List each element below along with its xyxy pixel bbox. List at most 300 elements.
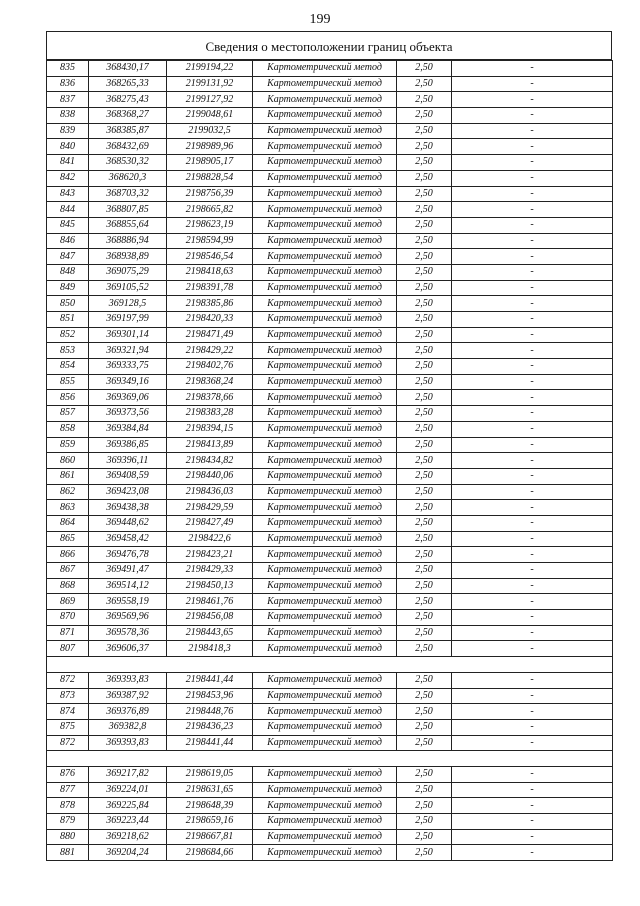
table-row <box>47 468 613 484</box>
description-cell: - <box>452 202 613 218</box>
point-number-cell: 853 <box>47 343 89 359</box>
point-number-cell: 852 <box>47 327 89 343</box>
y-coordinate-cell: 2198385,86 <box>167 296 253 312</box>
accuracy-cell: 2,50 <box>397 155 452 171</box>
description-cell: - <box>452 233 613 249</box>
method-cell: Картометрический метод <box>253 782 397 798</box>
x-coordinate-cell: 368530,32 <box>89 155 167 171</box>
method-cell: Картометрический метод <box>253 531 397 547</box>
point-number-cell: 854 <box>47 359 89 375</box>
x-coordinate-cell: 369386,85 <box>89 437 167 453</box>
x-coordinate-cell: 368886,94 <box>89 233 167 249</box>
point-number-cell: 835 <box>47 61 89 77</box>
method-cell: Картометрический метод <box>253 343 397 359</box>
method-cell: Картометрический метод <box>253 108 397 124</box>
y-coordinate-cell: 2198418,3 <box>167 641 253 657</box>
description-cell: - <box>452 641 613 657</box>
accuracy-cell: 2,50 <box>397 327 452 343</box>
description-cell: - <box>452 296 613 312</box>
point-number-cell: 840 <box>47 139 89 155</box>
y-coordinate-cell: 2198368,24 <box>167 374 253 390</box>
method-cell: Картометрический метод <box>253 829 397 845</box>
point-number-cell: 851 <box>47 312 89 328</box>
point-number-cell: 862 <box>47 484 89 500</box>
y-coordinate-cell: 2198383,28 <box>167 406 253 422</box>
y-coordinate-cell: 2198905,17 <box>167 155 253 171</box>
accuracy-cell: 2,50 <box>397 578 452 594</box>
point-number-cell: 869 <box>47 594 89 610</box>
description-cell: - <box>452 437 613 453</box>
description-cell: - <box>452 421 613 437</box>
accuracy-cell: 2,50 <box>397 594 452 610</box>
method-cell: Картометрический метод <box>253 123 397 139</box>
table-row <box>47 798 613 814</box>
y-coordinate-cell: 2199032,5 <box>167 123 253 139</box>
table-row <box>47 343 613 359</box>
point-number-cell: 879 <box>47 814 89 830</box>
method-cell: Картометрический метод <box>253 468 397 484</box>
description-cell: - <box>452 453 613 469</box>
table-row <box>47 312 613 328</box>
method-cell: Картометрический метод <box>253 437 397 453</box>
accuracy-cell: 2,50 <box>397 249 452 265</box>
table-row <box>47 186 613 202</box>
x-coordinate-cell: 369393,83 <box>89 735 167 751</box>
accuracy-cell: 2,50 <box>397 76 452 92</box>
x-coordinate-cell: 369491,47 <box>89 563 167 579</box>
table-row <box>47 437 613 453</box>
y-coordinate-cell: 2198659,16 <box>167 814 253 830</box>
method-cell: Картометрический метод <box>253 374 397 390</box>
x-coordinate-cell: 369197,99 <box>89 312 167 328</box>
method-cell: Картометрический метод <box>253 453 397 469</box>
x-coordinate-cell: 369373,56 <box>89 406 167 422</box>
accuracy-cell: 2,50 <box>397 719 452 735</box>
table-row <box>47 453 613 469</box>
y-coordinate-cell: 2199127,92 <box>167 92 253 108</box>
x-coordinate-cell: 369224,01 <box>89 782 167 798</box>
contour-separator-row <box>47 657 613 673</box>
description-cell: - <box>452 594 613 610</box>
description-cell: - <box>452 123 613 139</box>
point-number-cell: 856 <box>47 390 89 406</box>
point-number-cell: 849 <box>47 280 89 296</box>
description-cell: - <box>452 92 613 108</box>
table-row <box>47 735 613 751</box>
table-row <box>47 264 613 280</box>
method-cell: Картометрический метод <box>253 170 397 186</box>
accuracy-cell: 2,50 <box>397 280 452 296</box>
x-coordinate-cell: 369423,08 <box>89 484 167 500</box>
point-number-cell: 857 <box>47 406 89 422</box>
description-cell: - <box>452 280 613 296</box>
y-coordinate-cell: 2198619,05 <box>167 766 253 782</box>
page-number: 199 <box>309 12 331 27</box>
accuracy-cell: 2,50 <box>397 735 452 751</box>
table-row <box>47 217 613 233</box>
y-coordinate-cell: 2198667,81 <box>167 829 253 845</box>
table-row <box>47 594 613 610</box>
x-coordinate-cell: 369408,59 <box>89 468 167 484</box>
point-number-cell: 878 <box>47 798 89 814</box>
method-cell: Картометрический метод <box>253 92 397 108</box>
x-coordinate-cell: 369558,19 <box>89 594 167 610</box>
point-number-cell: 874 <box>47 704 89 720</box>
y-coordinate-cell: 2198828,54 <box>167 170 253 186</box>
accuracy-cell: 2,50 <box>397 766 452 782</box>
accuracy-cell: 2,50 <box>397 547 452 563</box>
accuracy-cell: 2,50 <box>397 814 452 830</box>
contour-separator-row <box>47 751 613 767</box>
y-coordinate-cell: 2198420,33 <box>167 312 253 328</box>
table-row <box>47 170 613 186</box>
y-coordinate-cell: 2198665,82 <box>167 202 253 218</box>
description-cell: - <box>452 484 613 500</box>
point-number-cell: 866 <box>47 547 89 563</box>
table-row <box>47 515 613 531</box>
method-cell: Картометрический метод <box>253 312 397 328</box>
y-coordinate-cell: 2198756,39 <box>167 186 253 202</box>
accuracy-cell: 2,50 <box>397 390 452 406</box>
table-row <box>47 688 613 704</box>
method-cell: Картометрический метод <box>253 766 397 782</box>
point-number-cell: 845 <box>47 217 89 233</box>
table-row <box>47 359 613 375</box>
point-number-cell: 846 <box>47 233 89 249</box>
method-cell: Картометрический метод <box>253 359 397 375</box>
x-coordinate-cell: 369204,24 <box>89 845 167 861</box>
method-cell: Картометрический метод <box>253 610 397 626</box>
table-row <box>47 672 613 688</box>
y-coordinate-cell: 2198436,03 <box>167 484 253 500</box>
description-cell: - <box>452 468 613 484</box>
accuracy-cell: 2,50 <box>397 139 452 155</box>
y-coordinate-cell: 2198434,82 <box>167 453 253 469</box>
table-row <box>47 123 613 139</box>
description-cell: - <box>452 155 613 171</box>
description-cell: - <box>452 186 613 202</box>
table-row <box>47 108 613 124</box>
method-cell: Картометрический метод <box>253 217 397 233</box>
description-cell: - <box>452 672 613 688</box>
accuracy-cell: 2,50 <box>397 264 452 280</box>
accuracy-cell: 2,50 <box>397 406 452 422</box>
table-row <box>47 578 613 594</box>
y-coordinate-cell: 2198441,44 <box>167 672 253 688</box>
x-coordinate-cell: 369218,62 <box>89 829 167 845</box>
table-row <box>47 531 613 547</box>
table-row <box>47 61 613 77</box>
table-row <box>47 92 613 108</box>
point-number-cell: 875 <box>47 719 89 735</box>
method-cell: Картометрический метод <box>253 186 397 202</box>
point-number-cell: 850 <box>47 296 89 312</box>
y-coordinate-cell: 2198422,6 <box>167 531 253 547</box>
point-number-cell: 807 <box>47 641 89 657</box>
table-row <box>47 327 613 343</box>
point-number-cell: 842 <box>47 170 89 186</box>
accuracy-cell: 2,50 <box>397 233 452 249</box>
accuracy-cell: 2,50 <box>397 92 452 108</box>
method-cell: Картометрический метод <box>253 515 397 531</box>
y-coordinate-cell: 2198429,33 <box>167 563 253 579</box>
accuracy-cell: 2,50 <box>397 563 452 579</box>
table-row <box>47 610 613 626</box>
x-coordinate-cell: 369382,8 <box>89 719 167 735</box>
accuracy-cell: 2,50 <box>397 359 452 375</box>
description-cell: - <box>452 327 613 343</box>
description-cell: - <box>452 547 613 563</box>
method-cell: Картометрический метод <box>253 735 397 751</box>
method-cell: Картометрический метод <box>253 202 397 218</box>
y-coordinate-cell: 2198436,23 <box>167 719 253 735</box>
x-coordinate-cell: 368385,87 <box>89 123 167 139</box>
description-cell: - <box>452 264 613 280</box>
x-coordinate-cell: 369105,52 <box>89 280 167 296</box>
accuracy-cell: 2,50 <box>397 202 452 218</box>
description-cell: - <box>452 390 613 406</box>
table-row <box>47 500 613 516</box>
description-cell: - <box>452 845 613 861</box>
description-cell: - <box>452 531 613 547</box>
table-row <box>47 202 613 218</box>
table-row <box>47 139 613 155</box>
method-cell: Картометрический метод <box>253 641 397 657</box>
description-cell: - <box>452 782 613 798</box>
y-coordinate-cell: 2198402,76 <box>167 359 253 375</box>
method-cell: Картометрический метод <box>253 719 397 735</box>
x-coordinate-cell: 369349,16 <box>89 374 167 390</box>
x-coordinate-cell: 369396,11 <box>89 453 167 469</box>
method-cell: Картометрический метод <box>253 264 397 280</box>
method-cell: Картометрический метод <box>253 578 397 594</box>
point-number-cell: 848 <box>47 264 89 280</box>
description-cell: - <box>452 170 613 186</box>
x-coordinate-cell: 368368,27 <box>89 108 167 124</box>
method-cell: Картометрический метод <box>253 484 397 500</box>
accuracy-cell: 2,50 <box>397 421 452 437</box>
accuracy-cell: 2,50 <box>397 468 452 484</box>
point-number-cell: 880 <box>47 829 89 845</box>
accuracy-cell: 2,50 <box>397 108 452 124</box>
accuracy-cell: 2,50 <box>397 688 452 704</box>
y-coordinate-cell: 2198594,99 <box>167 233 253 249</box>
description-cell: - <box>452 249 613 265</box>
accuracy-cell: 2,50 <box>397 515 452 531</box>
accuracy-cell: 2,50 <box>397 610 452 626</box>
x-coordinate-cell: 368430,17 <box>89 61 167 77</box>
accuracy-cell: 2,50 <box>397 625 452 641</box>
x-coordinate-cell: 368807,85 <box>89 202 167 218</box>
description-cell: - <box>452 719 613 735</box>
table-row <box>47 766 613 782</box>
x-coordinate-cell: 368275,43 <box>89 92 167 108</box>
method-cell: Картометрический метод <box>253 76 397 92</box>
y-coordinate-cell: 2199131,92 <box>167 76 253 92</box>
description-cell: - <box>452 688 613 704</box>
accuracy-cell: 2,50 <box>397 170 452 186</box>
x-coordinate-cell: 369476,78 <box>89 547 167 563</box>
description-cell: - <box>452 829 613 845</box>
description-cell: - <box>452 814 613 830</box>
y-coordinate-cell: 2198443,65 <box>167 625 253 641</box>
method-cell: Картометрический метод <box>253 406 397 422</box>
point-number-cell: 865 <box>47 531 89 547</box>
point-number-cell: 870 <box>47 610 89 626</box>
x-coordinate-cell: 369223,44 <box>89 814 167 830</box>
table-row <box>47 249 613 265</box>
description-cell: - <box>452 406 613 422</box>
accuracy-cell: 2,50 <box>397 123 452 139</box>
point-number-cell: 876 <box>47 766 89 782</box>
y-coordinate-cell: 2198391,78 <box>167 280 253 296</box>
coordinates-table-body <box>47 61 613 861</box>
coordinates-table <box>46 60 613 861</box>
method-cell: Картометрический метод <box>253 61 397 77</box>
method-cell: Картометрический метод <box>253 594 397 610</box>
accuracy-cell: 2,50 <box>397 531 452 547</box>
table-row <box>47 280 613 296</box>
point-number-cell: 872 <box>47 735 89 751</box>
method-cell: Картометрический метод <box>253 814 397 830</box>
y-coordinate-cell: 2198378,66 <box>167 390 253 406</box>
point-number-cell: 858 <box>47 421 89 437</box>
point-number-cell: 881 <box>47 845 89 861</box>
table-row <box>47 641 613 657</box>
x-coordinate-cell: 369376,89 <box>89 704 167 720</box>
table-row <box>47 563 613 579</box>
table-title: Сведения о местоположении границ объекта <box>46 31 612 60</box>
description-cell: - <box>452 217 613 233</box>
accuracy-cell: 2,50 <box>397 704 452 720</box>
table-row <box>47 296 613 312</box>
table-row <box>47 719 613 735</box>
accuracy-cell: 2,50 <box>397 500 452 516</box>
description-cell: - <box>452 359 613 375</box>
x-coordinate-cell: 369333,75 <box>89 359 167 375</box>
description-cell: - <box>452 735 613 751</box>
table-row <box>47 484 613 500</box>
x-coordinate-cell: 368265,33 <box>89 76 167 92</box>
x-coordinate-cell: 368938,89 <box>89 249 167 265</box>
point-number-cell: 843 <box>47 186 89 202</box>
method-cell: Картометрический метод <box>253 798 397 814</box>
y-coordinate-cell: 2198546,54 <box>167 249 253 265</box>
accuracy-cell: 2,50 <box>397 374 452 390</box>
point-number-cell: 859 <box>47 437 89 453</box>
x-coordinate-cell: 369075,29 <box>89 264 167 280</box>
x-coordinate-cell: 368432,69 <box>89 139 167 155</box>
point-number-cell: 838 <box>47 108 89 124</box>
x-coordinate-cell: 369448,62 <box>89 515 167 531</box>
accuracy-cell: 2,50 <box>397 829 452 845</box>
accuracy-cell: 2,50 <box>397 217 452 233</box>
coordinates-sheet <box>46 31 612 861</box>
point-number-cell: 868 <box>47 578 89 594</box>
accuracy-cell: 2,50 <box>397 641 452 657</box>
y-coordinate-cell: 2198450,13 <box>167 578 253 594</box>
x-coordinate-cell: 369301,14 <box>89 327 167 343</box>
y-coordinate-cell: 2198684,66 <box>167 845 253 861</box>
table-row <box>47 814 613 830</box>
x-coordinate-cell: 369387,92 <box>89 688 167 704</box>
accuracy-cell: 2,50 <box>397 343 452 359</box>
accuracy-cell: 2,50 <box>397 782 452 798</box>
table-row <box>47 845 613 861</box>
method-cell: Картометрический метод <box>253 280 397 296</box>
method-cell: Картометрический метод <box>253 296 397 312</box>
y-coordinate-cell: 2198456,08 <box>167 610 253 626</box>
point-number-cell: 861 <box>47 468 89 484</box>
method-cell: Картометрический метод <box>253 704 397 720</box>
point-number-cell: 836 <box>47 76 89 92</box>
method-cell: Картометрический метод <box>253 500 397 516</box>
y-coordinate-cell: 2198471,49 <box>167 327 253 343</box>
y-coordinate-cell: 2198429,22 <box>167 343 253 359</box>
description-cell: - <box>452 76 613 92</box>
accuracy-cell: 2,50 <box>397 845 452 861</box>
table-row <box>47 625 613 641</box>
table-row <box>47 704 613 720</box>
description-cell: - <box>452 500 613 516</box>
point-number-cell: 844 <box>47 202 89 218</box>
table-row <box>47 406 613 422</box>
point-number-cell: 867 <box>47 563 89 579</box>
description-cell: - <box>452 578 613 594</box>
method-cell: Картометрический метод <box>253 155 397 171</box>
description-cell: - <box>452 625 613 641</box>
method-cell: Картометрический метод <box>253 233 397 249</box>
accuracy-cell: 2,50 <box>397 186 452 202</box>
point-number-cell: 871 <box>47 625 89 641</box>
point-number-cell: 860 <box>47 453 89 469</box>
x-coordinate-cell: 369514,12 <box>89 578 167 594</box>
point-number-cell: 841 <box>47 155 89 171</box>
y-coordinate-cell: 2198418,63 <box>167 264 253 280</box>
y-coordinate-cell: 2199048,61 <box>167 108 253 124</box>
point-number-cell: 872 <box>47 672 89 688</box>
y-coordinate-cell: 2198413,89 <box>167 437 253 453</box>
description-cell: - <box>452 374 613 390</box>
x-coordinate-cell: 369128,5 <box>89 296 167 312</box>
y-coordinate-cell: 2198648,39 <box>167 798 253 814</box>
description-cell: - <box>452 610 613 626</box>
point-number-cell: 837 <box>47 92 89 108</box>
accuracy-cell: 2,50 <box>397 453 452 469</box>
description-cell: - <box>452 563 613 579</box>
method-cell: Картометрический метод <box>253 139 397 155</box>
table-row <box>47 233 613 249</box>
y-coordinate-cell: 2198423,21 <box>167 547 253 563</box>
x-coordinate-cell: 369321,94 <box>89 343 167 359</box>
y-coordinate-cell: 2198453,96 <box>167 688 253 704</box>
method-cell: Картометрический метод <box>253 421 397 437</box>
x-coordinate-cell: 368703,32 <box>89 186 167 202</box>
point-number-cell: 847 <box>47 249 89 265</box>
y-coordinate-cell: 2199194,22 <box>167 61 253 77</box>
table-row <box>47 390 613 406</box>
method-cell: Картометрический метод <box>253 688 397 704</box>
method-cell: Картометрический метод <box>253 625 397 641</box>
table-row <box>47 155 613 171</box>
method-cell: Картометрический метод <box>253 249 397 265</box>
table-row <box>47 782 613 798</box>
separator-cell <box>47 657 613 673</box>
point-number-cell: 855 <box>47 374 89 390</box>
y-coordinate-cell: 2198440,06 <box>167 468 253 484</box>
y-coordinate-cell: 2198448,76 <box>167 704 253 720</box>
method-cell: Картометрический метод <box>253 547 397 563</box>
